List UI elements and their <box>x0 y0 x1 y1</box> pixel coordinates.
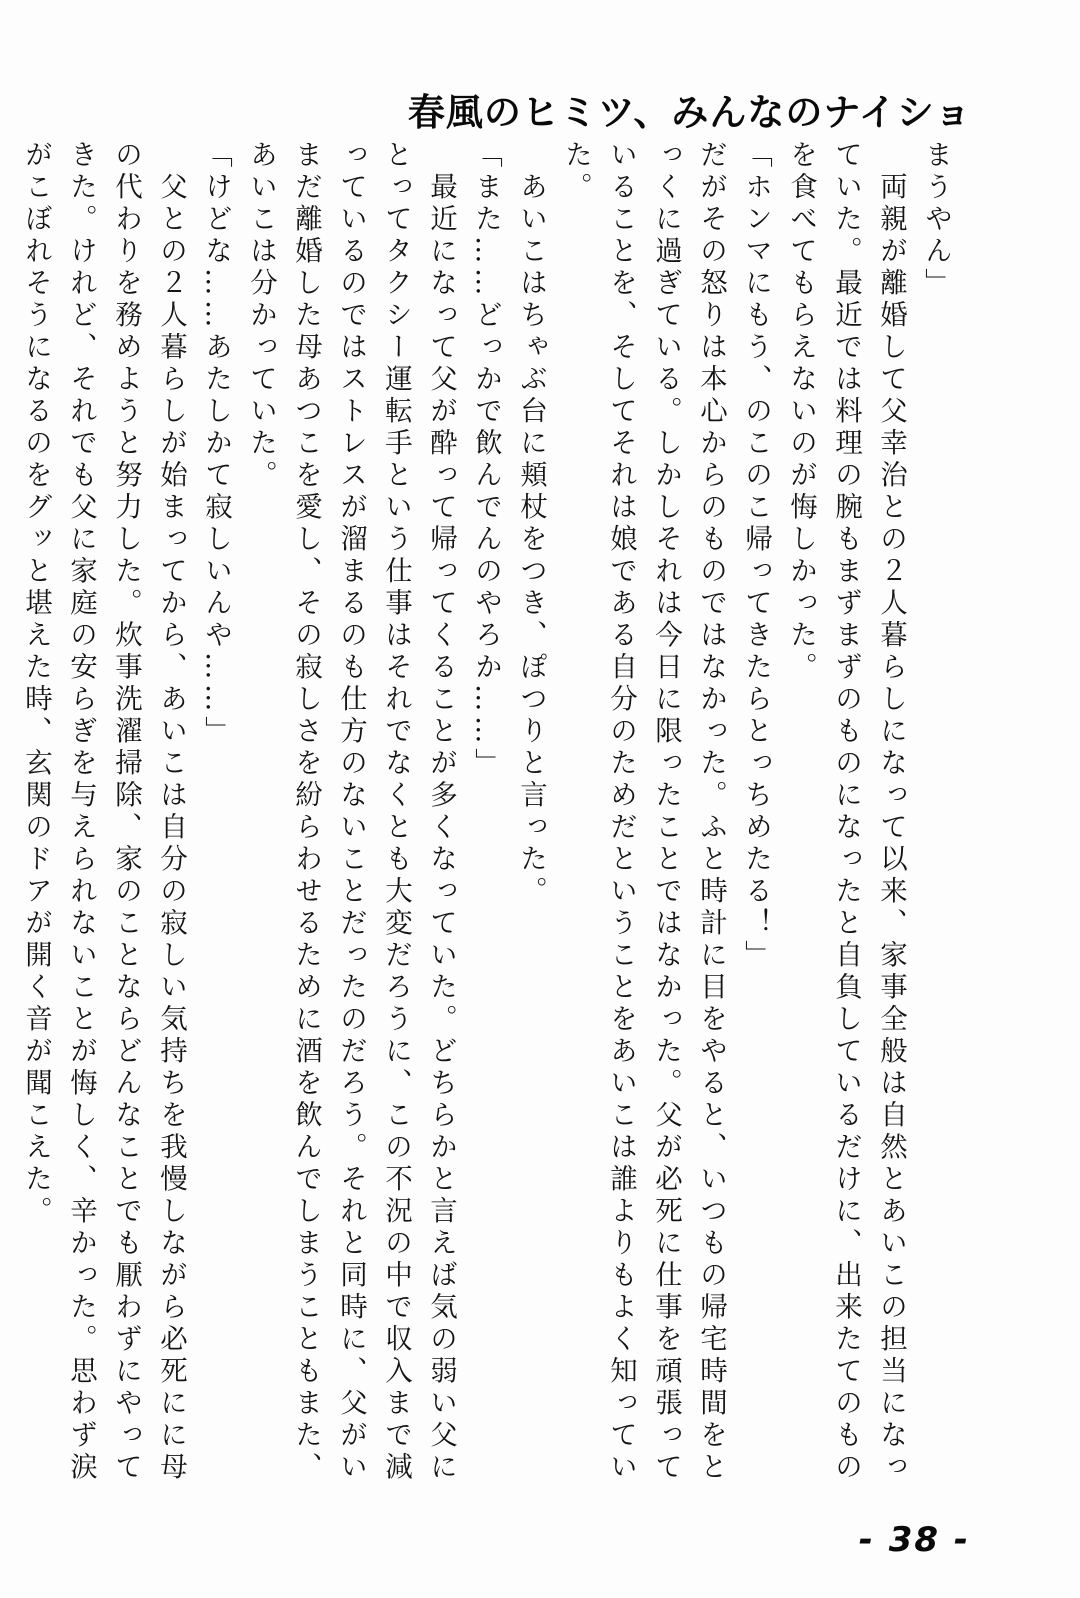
paragraph: 両親が離婚して父幸治との２人暮らしになって以来、家事全般は自然とあいこの担当になっていた。最近では料理の腕もまずまずのものになったと自負しているだけに、出来たてのものを食べてもらえないのが悔しかった。 <box>785 140 907 1484</box>
paragraph: 最近になって父が酔って帰ってくることが多くなっていた。どちらかと言えば気の弱い父にとってタクシー運転手という仕事はそれでなくとも大変だろうに、この不況の中で収入まで減っているのではストレスが溜まるのも仕方のないことだったのだろう。それと同時に、父がいまだ離婚した母あつこを愛し、その寂しさを紛らわせるために酒を飲んでしまうこともまた、あいこは分かっていた。 <box>245 140 457 1484</box>
running-header-title: 春風のヒミツ、みんなのナイショ <box>407 91 972 134</box>
paragraph: 「ホンマにもう、のこのこ帰ってきたらとっちめたる！」 <box>740 140 772 972</box>
page-number: - 38 - <box>858 1520 970 1560</box>
paragraph: 「けどな……あたしかて寂しいんや……」 <box>200 140 232 748</box>
paragraph: 「また……どっかで飲んでんのやろか……」 <box>470 140 502 780</box>
paragraph: まうやん」 <box>920 140 952 300</box>
paragraph: あいこはちゃぶ台に頬杖をつき、ぽつりと言った。 <box>515 140 547 908</box>
paragraph: だがその怒りは本心からのものではなかった。ふと時計に目をやると、いつもの帰宅時間をとっくに過ぎている。しかしそれは今日に限ったことではなかった。父が必死に仕事を頑張っていることを、そしてそれは娘である自分のためだということをあいこは誰よりもよく知っていた。 <box>560 140 727 1484</box>
paragraph: 父との２人暮らしが始まってから、あいこは自分の寂しい気持ちを我慢しながら必死にに母の代わりを務めようと努力した。炊事洗濯掃除、家のことならどんなことでも厭わずにやってきた。けれど、それでも父に家庭の安らぎを与えられないことが悔しく、辛かった。思わず涙がこぼれそうになるのをグッと堪えた時、玄関のドアが開く音が聞こえた。 <box>20 140 187 1484</box>
novel-body-text <box>20 140 958 1485</box>
